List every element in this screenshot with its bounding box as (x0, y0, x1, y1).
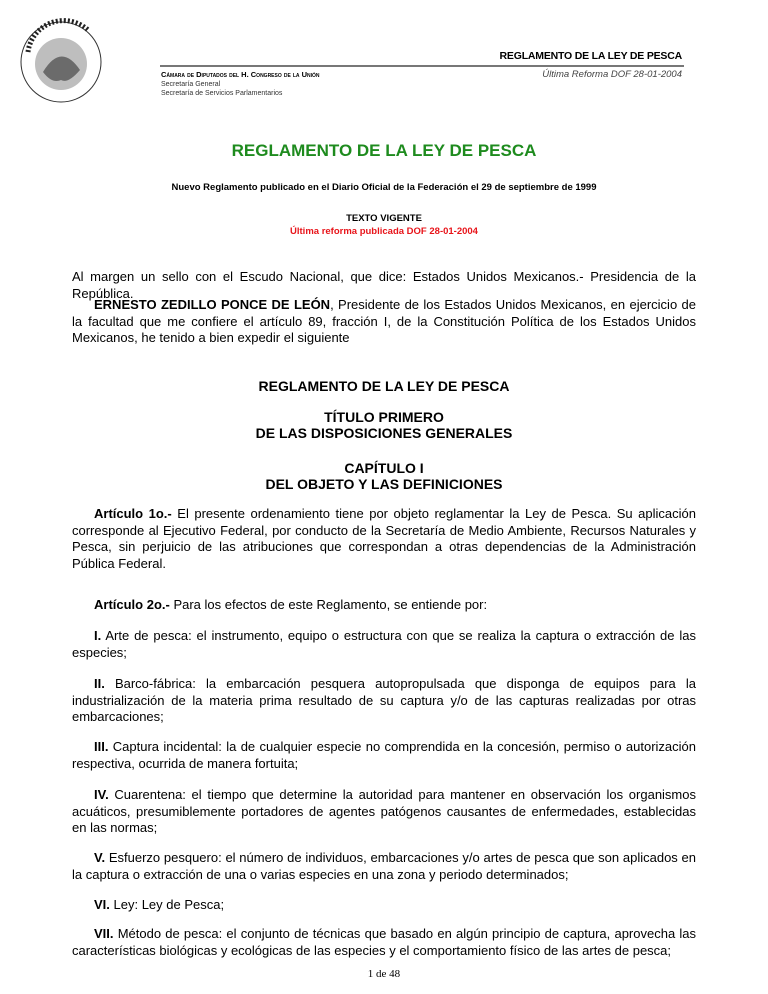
status-block (72, 212, 696, 238)
fraction-text: Captura incidental: la de cualquier especie no comprendida en la concesión, permiso o autorización respectiva, ocurrida de manera fortuita; (72, 739, 696, 771)
fraction-text: Barco-fábrica: la embarcación pesquera autopropulsada que disponga de equipos para la industrialización de la materia prima resultado de su captura y/o de las capturas realizadas por otras embarcaciones; (72, 676, 696, 725)
header-rule (160, 65, 684, 67)
fraction-label: III. (94, 739, 109, 754)
fraction-v (72, 850, 696, 883)
header-institution (161, 70, 320, 98)
capitulo-heading (72, 460, 696, 492)
heading: REGLAMENTO DE LA LEY DE PESCA (258, 378, 510, 394)
fraction-label: IV. (94, 787, 109, 802)
ultima-reforma: Última reforma publicada DOF 28-01-2004 (290, 226, 478, 237)
dept-general: Secretaría General (161, 81, 221, 88)
fraction-text: Esfuerzo pesquero: el número de individuos, embarcaciones y/o artes de pesca que son aplicados en la captura o extracción de una o varias especies en una zona y periodo determinados; (72, 850, 696, 882)
running-title: REGLAMENTO DE LA LEY DE PESCA (499, 50, 682, 62)
fraction-label: I. (94, 628, 102, 643)
article-label: Artículo 1o.- (94, 506, 172, 521)
fraction-iv (72, 787, 696, 837)
article-text: Para los efectos de este Reglamento, se entiende por: (169, 597, 488, 612)
fraction-iii (72, 739, 696, 772)
fraction-text: Ley: Ley de Pesca; (109, 897, 225, 912)
fraction-vii (72, 926, 696, 959)
document-subtitle: Nuevo Reglamento publicado en el Diario Oficial de la Federación el 29 de septiembre de 1999 (171, 182, 597, 193)
article-text: El presente ordenamiento tiene por objeto reglamentar la Ley de Pesca. Su aplicación corresponde al Ejecutivo Federal, por conducto de la Secretaría de Medio Ambiente, Recursos Naturales y Pesca, sin perjuicio de las atribuciones que correspondan a otras dependencias de la Administración Pública Federal. (72, 506, 696, 571)
fraction-vi (72, 897, 696, 914)
article-1 (72, 506, 696, 572)
capitulo-name: DEL OBJETO Y LAS DEFINICIONES (265, 476, 503, 492)
preamble (72, 297, 696, 347)
fraction-label: VII. (94, 926, 114, 941)
fraction-text: Cuarentena: el tiempo que determine la autoridad para mantener en observación los organismos acuáticos, presumiblemente portadores de agentes patógenos causantes de enfermedades, establecidas en las normas; (72, 787, 696, 836)
fraction-text: Arte de pesca: el instrumento, equipo o estructura con que se realiza la captura o extracción de las especies; (72, 628, 696, 660)
margin-note: Al margen un sello con el Escudo Nacional, que dice: Estados Unidos Mexicanos.- Presidencia de la República. (72, 269, 696, 301)
titulo-number: TÍTULO PRIMERO (324, 409, 444, 425)
fraction-ii (72, 676, 696, 726)
article-label: Artículo 2o.- (94, 597, 170, 612)
preamble-text: , Presidente de los Estados Unidos Mexicanos, en ejercicio de la facultad que me confiere el artículo 89, fracción I, de la Constitución Política de los Estados Unidos Mexicanos, he tenido a bien expedir el siguiente (72, 297, 696, 346)
fraction-label: V. (94, 850, 106, 865)
last-reform-header: Última Reforma DOF 28-01-2004 (542, 69, 682, 80)
fraction-label: VI. (94, 897, 110, 912)
dept-servicios: Secretaría de Servicios Parlamentarios (161, 90, 283, 97)
article-2 (72, 597, 696, 614)
texto-vigente: TEXTO VIGENTE (346, 213, 422, 224)
president-name: ERNESTO ZEDILLO PONCE DE LEÓN (94, 297, 331, 312)
fraction-i (72, 628, 696, 661)
titulo-heading (72, 409, 696, 441)
capitulo-number: CAPÍTULO I (344, 460, 424, 476)
fraction-label: II. (94, 676, 105, 691)
titulo-name: DE LAS DISPOSICIONES GENERALES (255, 425, 513, 441)
institution-name: Cámara de Diputados del H. Congreso de la Unión (161, 70, 320, 79)
document-title: REGLAMENTO DE LA LEY DE PESCA (231, 141, 537, 160)
national-seal-logo (18, 12, 104, 112)
page-number: 1 de 48 (367, 968, 401, 980)
fraction-text: Método de pesca: el conjunto de técnicas que basado en algún principio de captura, aprovecha las características biológicas y ecológicas de las especies y el comportamiento físico de las artes de pesca; (72, 926, 696, 958)
